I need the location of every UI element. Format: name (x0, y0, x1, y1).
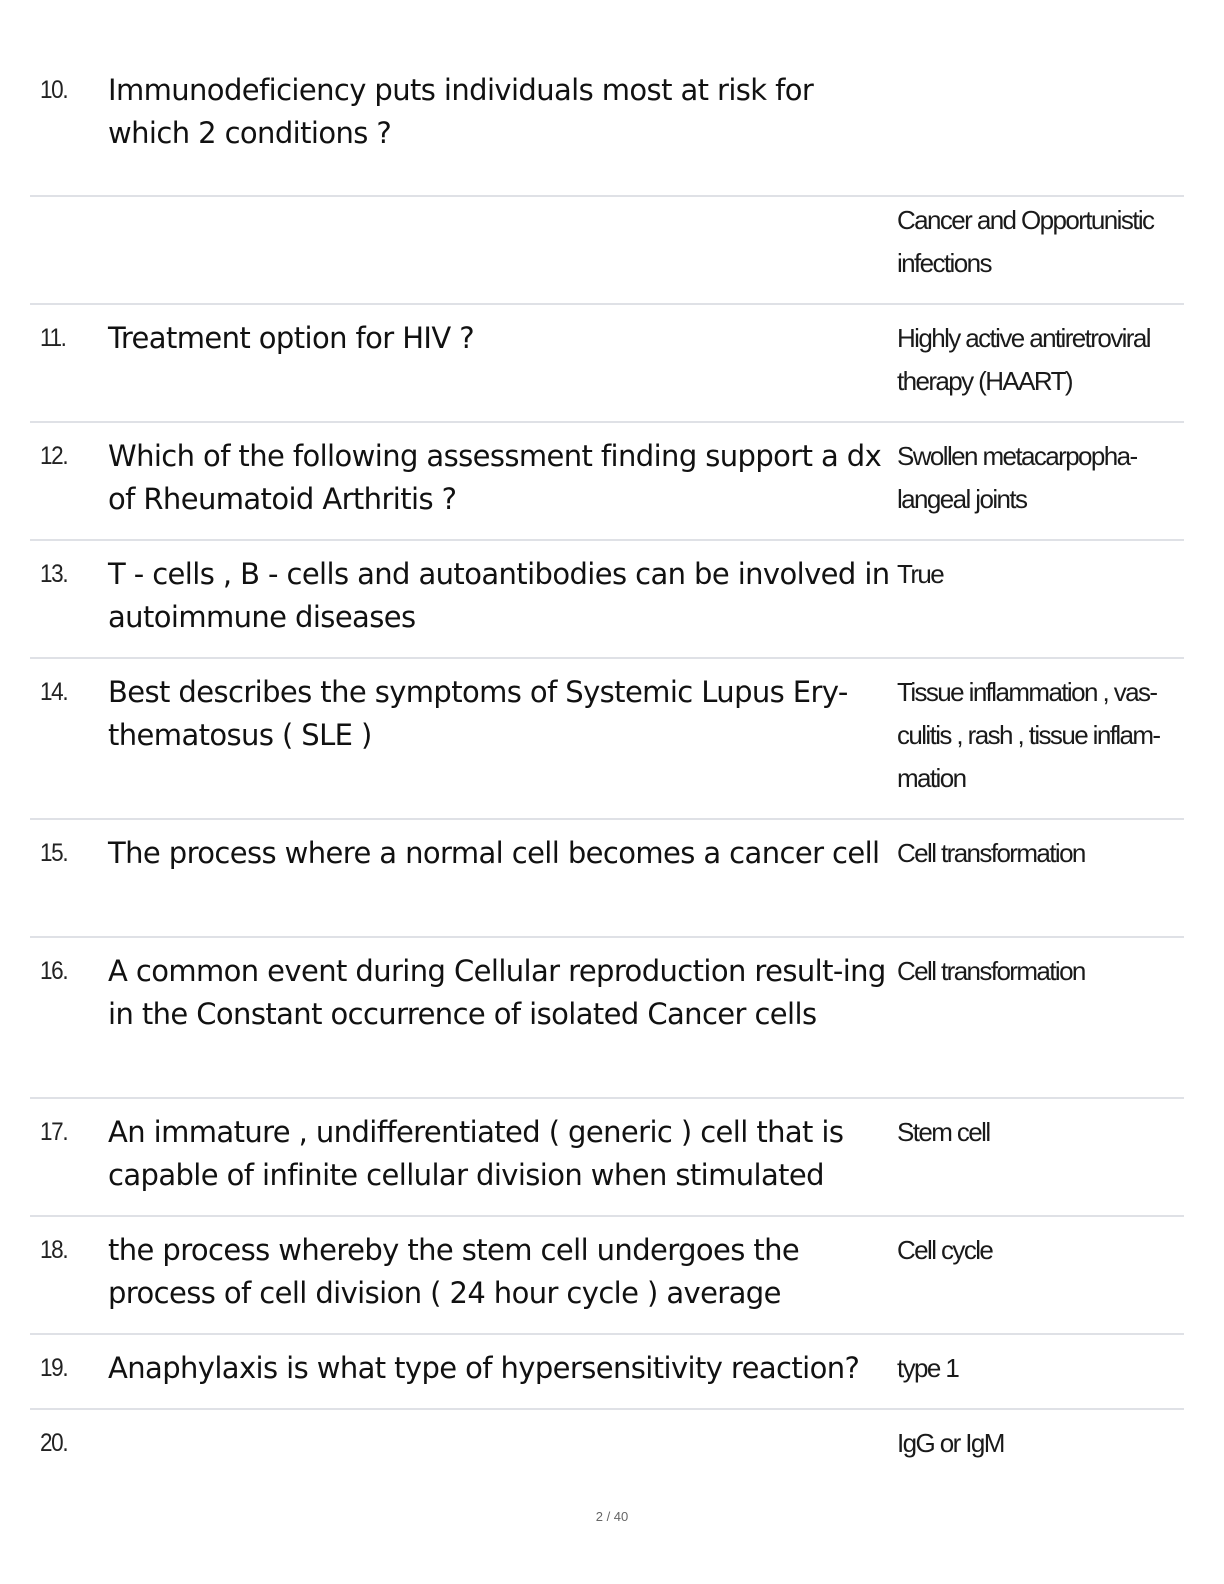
card-definition: Cancer and Opportunistic infections (897, 205, 1154, 278)
card-term: The process where a normal cell becomes a cancer cell (108, 836, 880, 870)
card-number: 11. (40, 324, 66, 352)
card-definition: type 1 (897, 1353, 959, 1383)
page-number: 2 / 40 (595, 1509, 629, 1524)
card-definition: Cell transformation (897, 956, 1085, 986)
card-term: Treatment option for HIV ? (108, 321, 475, 355)
card-term: Anaphylaxis is what type of hypersensitivity reaction? (108, 1351, 860, 1385)
row-divider (30, 1408, 1184, 1410)
row-divider (30, 303, 1184, 305)
card-number: 18. (40, 1236, 68, 1264)
row-divider (30, 195, 1184, 197)
row-divider (30, 421, 1184, 423)
card-term: Best describes the symptoms of Systemic Lupus Ery-thematosus ( SLE ) (108, 675, 848, 752)
row-divider (30, 1333, 1184, 1335)
card-number: 17. (40, 1118, 68, 1146)
card-definition: Stem cell (897, 1117, 990, 1147)
card-term: Immunodeficiency puts individuals most at risk for which 2 conditions ? (108, 73, 814, 150)
card-number: 12. (40, 442, 68, 470)
card-definition: True (897, 559, 944, 589)
card-number: 14. (40, 678, 68, 706)
card-definition: IgG or IgM (897, 1428, 1004, 1458)
card-term: An immature , undifferentiated ( generic ) cell that is capable of infinite cellular division when stimulated (108, 1115, 844, 1192)
card-row-10 (30, 69, 1184, 159)
row-divider (30, 818, 1184, 820)
card-number: 19. (40, 1354, 68, 1382)
card-term: the process whereby the stem cell undergoes the process of cell division ( 24 hour cycle ) average (108, 1233, 800, 1310)
card-term: T - cells , B - cells and autoantibodies can be involved in autoimmune diseases (108, 557, 890, 634)
card-definition: Tissue inflammation , vas-culitis , rash , tissue inflam-mation (897, 677, 1160, 793)
card-definition: Cell transformation (897, 838, 1085, 868)
card-number: 10. (40, 76, 68, 104)
row-divider (30, 539, 1184, 541)
row-divider (30, 1097, 1184, 1099)
card-number: 13. (40, 560, 68, 588)
row-divider (30, 936, 1184, 938)
row-divider (30, 1215, 1184, 1217)
card-row-10-definition (30, 199, 1184, 289)
card-term: A common event during Cellular reproduction result-ing in the Constant occurrence of isolated Cancer cells (108, 954, 886, 1031)
card-number: 15. (40, 839, 68, 867)
card-term: Which of the following assessment finding support a dx of Rheumatoid Arthritis ? (108, 439, 882, 516)
card-definition: Cell cycle (897, 1235, 993, 1265)
row-divider (30, 657, 1184, 659)
card-definition: Swollen metacarpopha-langeal joints (897, 441, 1137, 514)
card-number: 20. (40, 1429, 68, 1457)
card-definition: Highly active antiretroviral therapy (HAART) (897, 323, 1150, 396)
card-number: 16. (40, 957, 68, 985)
